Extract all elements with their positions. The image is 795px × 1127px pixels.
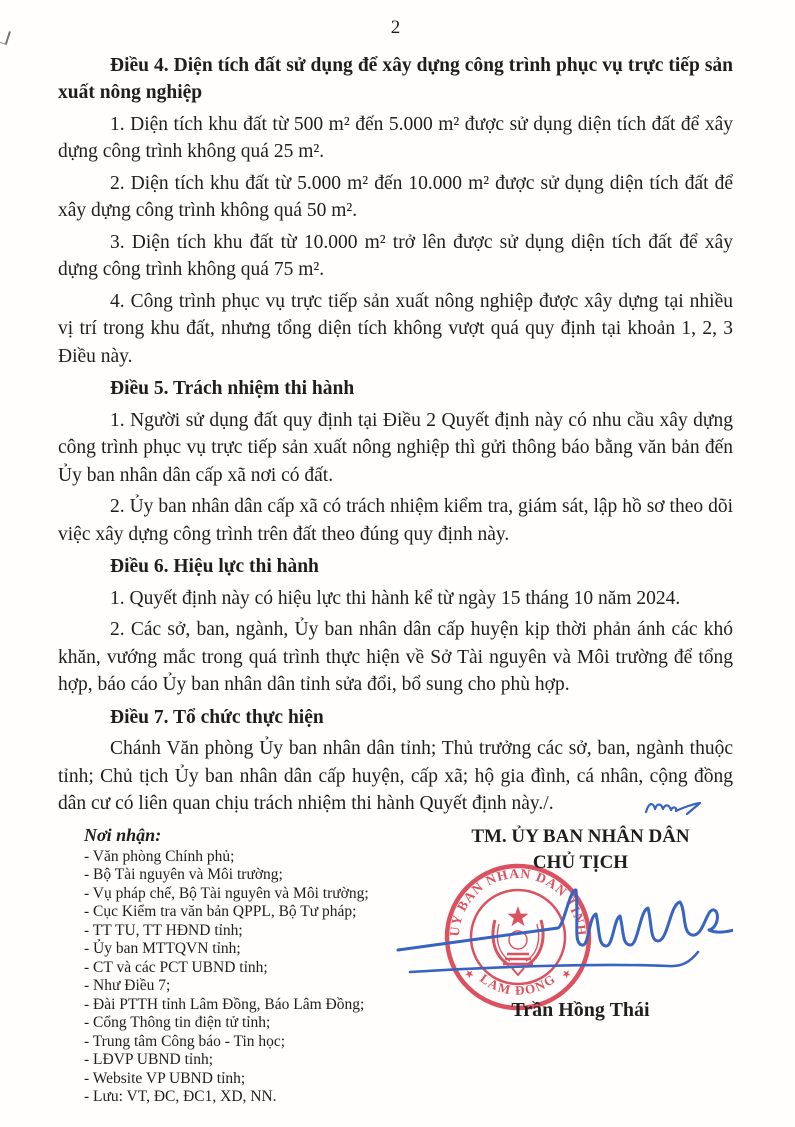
signer-name: Trần Hồng Thái [511, 998, 650, 1021]
seal-text-bottom: LÂM ĐỒNG [477, 970, 559, 998]
article-6-paragraph-1: 1. Quyết định này có hiệu lực thi hành kể từ ngày 15 tháng 10 năm 2024. [110, 587, 681, 609]
article-5-paragraph-2: 2. Ủy ban nhân dân cấp xã có trách nhiệm kiểm tra, giám sát, lập hồ sơ theo dõi việc xây dựng công trình trên đất theo đúng quy định này. [58, 496, 733, 545]
article-7-heading: Điều 7. Tổ chức thực hiện [110, 706, 324, 728]
recipient-item: - LĐVP UBND tỉnh; [84, 1051, 214, 1068]
recipient-item: - Lưu: VT, ĐC, ĐC1, XD, NN. [84, 1088, 277, 1105]
article-6-paragraph-2: 2. Các sở, ban, ngành, Ủy ban nhân dân cấp huyện kịp thời phản ánh các khó khăn, vướng mắc trong quá trình thực hiện về Sở Tài nguyên và Môi trường để tổng hợp, báo cáo Ủy ban nhân dân tỉnh sửa đổi, bổ sung cho phù hợp. [58, 619, 733, 695]
article-5-heading: Điều 5. Trách nhiệm thi hành [110, 378, 355, 399]
seal-star-left-icon: ★ [461, 966, 477, 982]
recipients-label: Nơi nhận: [84, 824, 162, 845]
recipient-item: - Như Điều 7; [84, 977, 171, 994]
recipient-item: - Cục Kiểm tra văn bản QPPL, Bộ Tư pháp; [84, 903, 357, 920]
article-4-paragraph-3: 3. Diện tích khu đất từ 10.000 m² trở lên được sử dụng diện tích đất để xây dựng công trình không quá 75 m². [58, 231, 733, 280]
recipient-item: - Website VP UBND tỉnh; [84, 1069, 246, 1087]
seal-star-right-icon: ★ [559, 966, 575, 982]
scan-artifact [0, 29, 11, 45]
recipients-block [84, 824, 428, 1114]
recipient-item: - CT và các PCT UBND tỉnh; [84, 958, 268, 976]
article-4-paragraph-2: 2. Diện tích khu đất từ 5.000 m² đến 10.000 m² được sử dụng diện tích đất để xây dựng công trình không quá 50 m². [58, 172, 733, 221]
recipient-item: - Văn phòng Chính phủ; [84, 847, 235, 865]
page-number: 2 [390, 17, 401, 38]
article-4-heading: Điều 4. Diện tích đất sử dụng để xây dựng công trình phục vụ trực tiếp sản xuất nông nghiệp [58, 54, 733, 103]
document-footer [58, 824, 733, 1114]
document-content [58, 14, 733, 1114]
article-4-paragraph-1: 1. Diện tích khu đất từ 500 m² đến 5.000 m² được sử dụng diện tích đất để xây dựng công trình không quá 25 m². [58, 113, 733, 162]
article-6-heading: Điều 6. Hiệu lực thi hành [110, 556, 319, 577]
recipient-item: - Vụ pháp chế, Bộ Tài nguyên và Môi trường; [84, 884, 369, 902]
article-5-paragraph-1: 1. Người sử dụng đất quy định tại Điều 2 Quyết định này có nhu cầu xây dựng công trình phục vụ trực tiếp sản xuất nông nghiệp thì gửi thông báo bằng văn bản đến Ủy ban nhân dân cấp xã nơi có đất. [58, 409, 733, 486]
seal-text-top: ỦY BAN NHÂN DÂN TỈNH [446, 865, 590, 937]
recipient-item: - Trung tâm Công báo - Tin học; [84, 1032, 286, 1050]
recipient-item: - Cổng Thông tin điện tử tỉnh; [84, 1014, 271, 1031]
signature-org: TM. ỦY BAN NHÂN DÂN [471, 825, 690, 847]
recipient-item: - Bộ Tài nguyên và Môi trường; [84, 866, 283, 883]
signature-title: CHỦ TỊCH [532, 851, 629, 873]
article-4-paragraph-4: 4. Công trình phục vụ trực tiếp sản xuất nông nghiệp được xây dựng tại nhiều vị trí trong khu đất, nhưng tổng diện tích không vượt quá quy định tại khoản 1, 2, 3 Điều này. [58, 290, 733, 367]
initial-signature-mark [643, 795, 705, 819]
article-7-paragraph-1 [58, 735, 733, 818]
signature-block [428, 824, 733, 1114]
article-7-paragraph-1-text: Chánh Văn phòng Ủy ban nhân dân tỉnh; Thủ trưởng các sở, ban, ngành thuộc tỉnh; Chủ tịch Ủy ban nhân dân cấp huyện, cấp xã; hộ gia đình, cá nhân, cộng đồng dân cư có liên quan chịu trách nhiệm thi hành Quyết định này./. [58, 738, 733, 814]
recipient-item: - Đài PTTH tỉnh Lâm Đồng, Báo Lâm Đồng; [84, 995, 365, 1013]
recipient-item: - TT TU, TT HĐND tỉnh; [84, 921, 243, 939]
recipient-item: - Ủy ban MTTQVN tỉnh; [84, 940, 241, 957]
